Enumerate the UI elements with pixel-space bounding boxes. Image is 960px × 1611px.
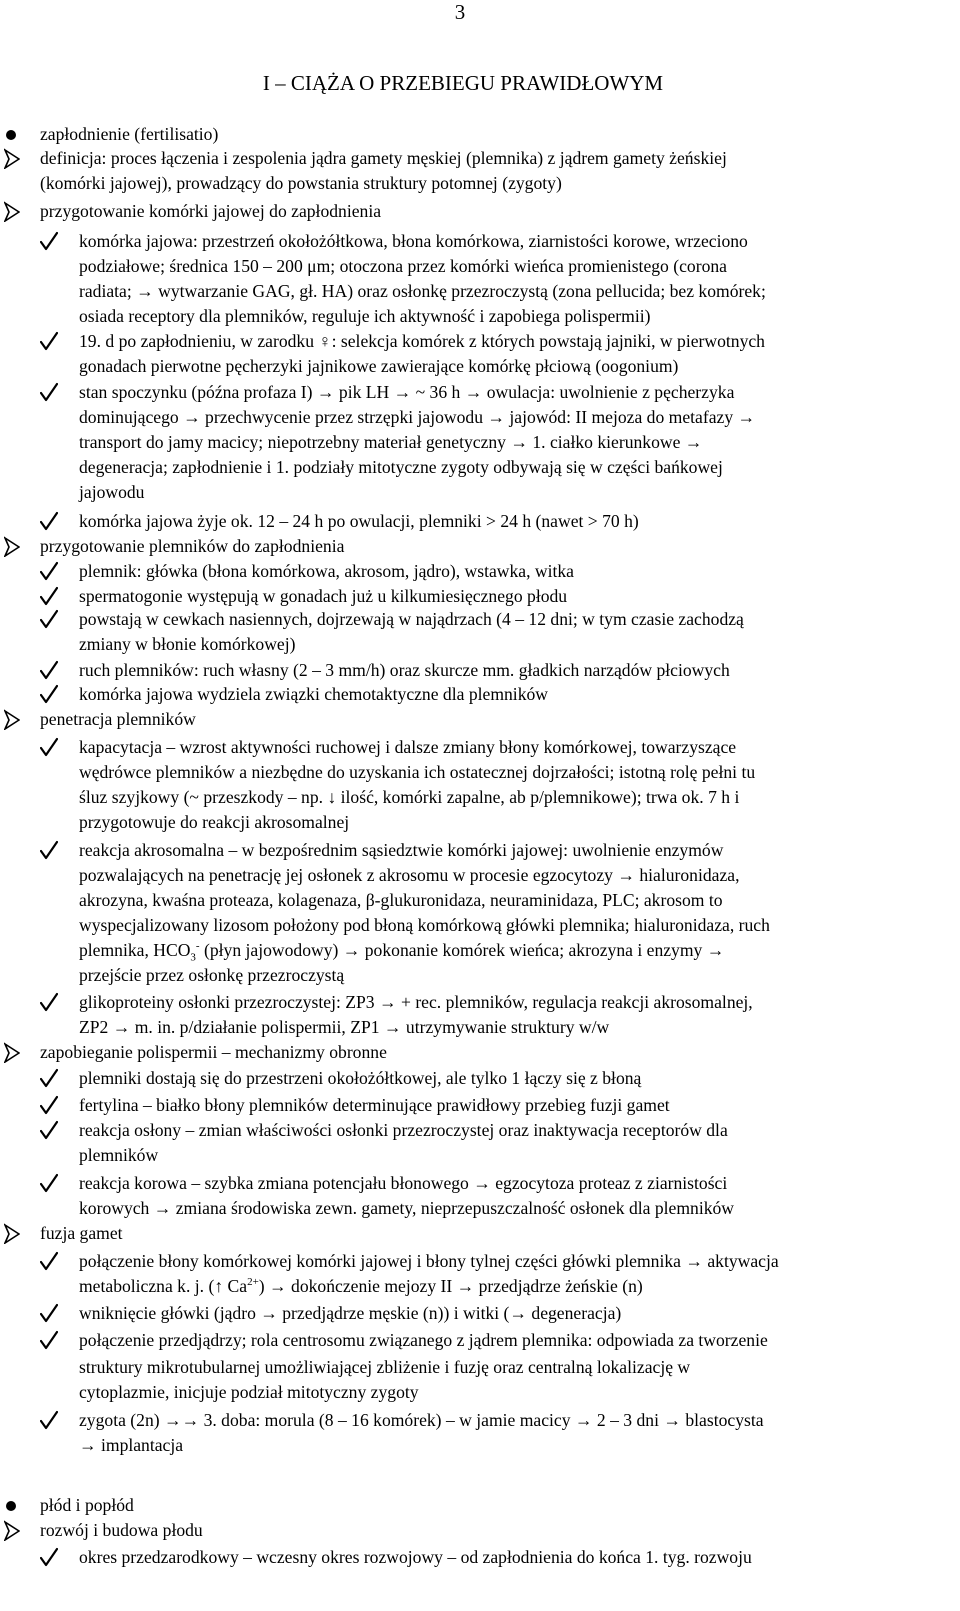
checkmark-icon <box>40 1094 58 1116</box>
text-line: przygotowanie komórki jajowej do zapłodnienia <box>40 201 382 221</box>
checkmark-icon <box>40 510 58 532</box>
text-line: rozwój i budowa płodu <box>40 1520 203 1540</box>
text-line <box>79 1275 643 1297</box>
text-line: komórka jajowa: przestrzeń okołożółtkowa, błona komórkowa, ziarnistości korowe, wrzeciono <box>79 231 748 251</box>
checkmark-icon <box>40 381 58 403</box>
text-line: jajowodu <box>79 482 145 502</box>
checkmark-icon <box>40 839 58 861</box>
arrowhead-icon <box>4 147 20 169</box>
text-line: plemniki dostają się do przestrzeni okołożółtkowej, ale tylko 1 łączy się z błoną <box>79 1068 642 1088</box>
text-line: okres przedzarodkowy – wczesny okres rozwojowy – od zapłodnienia do końca 1. tyg. rozwoju <box>79 1547 752 1567</box>
text-line: zmiany w błonie komórkowej) <box>79 634 296 654</box>
checkmark-icon <box>40 585 58 607</box>
text-line: przygotowanie plemników do zapłodnienia <box>40 536 345 556</box>
arrowhead-icon <box>4 708 20 730</box>
checkmark-icon <box>40 1172 58 1194</box>
checkmark-icon <box>40 659 58 681</box>
arrowhead-icon <box>4 1222 20 1244</box>
text-line: glikoproteiny osłonki przezroczystej: ZP3 → + rec. plemników, regulacja reakcji akrosomalnej, <box>79 992 753 1012</box>
text-line: cytoplazmie, inicjuje podział mitotyczny zygoty <box>79 1382 419 1402</box>
arrowhead-icon <box>4 200 20 222</box>
checkmark-icon <box>40 1250 58 1272</box>
checkmark-icon <box>40 683 58 705</box>
text-line: degeneracja; zapłodnienie i 1. podziały mitotyczne zygoty odbywają się w części bańkowej <box>79 457 723 477</box>
text-line: połączenie przedjądrzy; rola centrosomu związanego z jądrem plemnika: odpowiada za tworzenie <box>79 1330 768 1350</box>
text-line: plemnik: główka (błona komórkowa, akrosom, jądro), wstawka, witka <box>79 561 574 581</box>
text-line: przygotowuje do reakcji akrosomalnej <box>79 812 350 832</box>
arrowhead-icon <box>4 535 20 557</box>
checkmark-icon <box>40 736 58 758</box>
text-line: gonadach pierwotne pęcherzyki jajnikowe zawierające komórkę płciową (oogonium) <box>79 356 679 376</box>
checkmark-icon <box>40 330 58 352</box>
text-segment: metaboliczna k. j. (↑ Ca <box>79 1276 248 1296</box>
text-line: dominującego → przechwycenie przez strzępki jajowodu → jajowód: II mejoza do metafazy → <box>79 407 756 427</box>
checkmark-icon <box>40 560 58 582</box>
checkmark-icon <box>40 608 58 630</box>
text-line: definicja: proces łączenia i zespolenia jądra gamety męskiej (plemnika) z jądrem gamety żeńskiej <box>40 148 727 168</box>
checkmark-icon <box>40 1546 58 1568</box>
checkmark-icon <box>40 1302 58 1324</box>
text-line: fuzja gamet <box>40 1223 123 1243</box>
text-line: płód i popłód <box>40 1495 134 1515</box>
text-line: ruch plemników: ruch własny (2 – 3 mm/h) oraz skurcze mm. gładkich narządów płciowych <box>79 660 730 680</box>
text-line: struktury mikrotubularnej umożliwiającej zbliżenie i fuzję oraz centralną lokalizację w <box>79 1357 691 1377</box>
text-segment: (płyn jajowodowy) → pokonanie komórek wieńca; akrozyna i enzymy → <box>199 940 725 960</box>
text-segment: - <box>195 940 200 953</box>
text-line: zapobieganie polispermii – mechanizmy obronne <box>40 1042 387 1062</box>
text-segment: 3 <box>190 951 196 964</box>
text-line: pozwalających na penetrację jej osłonek z akrosomu w procesie egzocytozy → hialuronidaza, <box>79 865 740 885</box>
text-line: fertylina – białko błony plemników determinujące prawidłowy przebieg fuzji gamet <box>79 1095 670 1115</box>
text-line: wyspecjalizowany lizosom położony pod błoną komórkową główki plemnika; hialuronidaza, ruch <box>79 915 770 935</box>
text-line: reakcja akrosomalna – w bezpośrednim sąsiedztwie komórki jajowej: uwolnienie enzymów <box>79 840 724 860</box>
text-line: zapłodnienie (fertilisatio) <box>40 124 219 144</box>
text-line: ZP2 → m. in. p/działanie polispermii, ZP1 → utrzymywanie struktury w/w <box>79 1017 610 1037</box>
text-line: akrozyna, kwaśna proteaza, kolagenaza, β-glukuronidaza, neuraminidaza, PLC; akrosom to <box>79 890 723 910</box>
text-line: transport do jamy macicy; niepotrzebny materiał genetyczny → 1. ciałko kierunkowe → <box>79 432 703 452</box>
text-line: śluz szyjkowy (~ przeszkody – np. ↓ ilość, komórki zapalne, ab p/plemnikowe); trwa ok. 7 h i <box>79 787 740 807</box>
text-segment: ) → dokończenie mejozy II → przedjądrze żeńskie (n) <box>258 1276 643 1296</box>
text-line <box>79 939 725 964</box>
text-line: wędrówce plemników a niezbędne do uzyskania ich ostatecznej dojrzałości; istotną rolę pełni tu <box>79 762 756 782</box>
chapter-heading: I – CIĄŻA O PRZEBIEGU PRAWIDŁOWYM <box>262 71 664 95</box>
bullet-icon <box>4 123 18 145</box>
checkmark-icon <box>40 1067 58 1089</box>
bullet-icon <box>4 1494 18 1516</box>
text-line: podziałowe; średnica 150 – 200 μm; otoczona przez komórki wieńca promienistego (corona <box>79 256 727 276</box>
text-line: komórka jajowa wydziela związki chemotaktyczne dla plemników <box>79 684 548 704</box>
checkmark-icon <box>40 1119 58 1141</box>
page-number: 3 <box>454 0 466 24</box>
checkmark-icon <box>40 991 58 1013</box>
text-line: spermatogonie występują w gonadach już u kilkumiesięcznego płodu <box>79 586 568 606</box>
text-line: osiada receptory dla plemników, reguluje ich aktywność i zapobiega polispermii) <box>79 306 651 326</box>
text-segment: plemnika, HCO <box>79 940 191 960</box>
text-line: → implantacja <box>79 1435 184 1455</box>
checkmark-icon <box>40 1409 58 1431</box>
text-line: reakcja korowa – szybka zmiana potencjału błonowego → egzocytoza proteaz z ziarnistości <box>79 1173 728 1193</box>
text-line: przejście przez osłonkę przezroczystą <box>79 965 345 985</box>
text-line: powstają w cewkach nasiennych, dojrzewają w najądrzach (4 – 12 dni; w tym czasie zachodzą <box>79 609 744 629</box>
checkmark-icon <box>40 1329 58 1351</box>
text-line: zygota (2n) →→ 3. doba: morula (8 – 16 komórek) – w jamie macicy → 2 – 3 dni → blastocysta <box>79 1410 764 1430</box>
arrowhead-icon <box>4 1519 20 1541</box>
text-line: wniknięcie główki (jądro → przedjądrze męskie (n)) i witki (→ degeneracja) <box>79 1303 622 1323</box>
text-line: korowych → zmiana środowiska zewn. gamety, nieprzepuszczalność osłonek dla plemników <box>79 1198 735 1218</box>
text-line: kapacytacja – wzrost aktywności ruchowej i dalsze zmiany błony komórkowej, towarzyszące <box>79 737 737 757</box>
arrowhead-icon <box>4 1041 20 1063</box>
text-line: penetracja plemników <box>40 709 196 729</box>
checkmark-icon <box>40 230 58 252</box>
text-line: (komórki jajowej), prowadzący do powstania struktury potomnej (zygoty) <box>40 173 562 193</box>
text-line: reakcja osłony – zmian właściwości osłonki przezroczystej oraz inaktywacja receptorów dla <box>79 1120 728 1140</box>
text-line: połączenie błony komórkowej komórki jajowej i błony tylnej części główki plemnika → aktywacja <box>79 1251 779 1271</box>
text-line: radiata; → wytwarzanie GAG, gł. HA) oraz osłonkę przezroczystą (zona pellucida; bez komórek; <box>79 281 766 301</box>
text-segment: 2+ <box>247 1276 259 1289</box>
text-line: plemników <box>79 1145 159 1165</box>
text-line: komórka jajowa żyje ok. 12 – 24 h po owulacji, plemniki > 24 h (nawet > 70 h) <box>79 511 639 531</box>
text-line: 19. d po zapłodnieniu, w zarodku ♀: selekcja komórek z których powstają jajniki, w pierwotnych <box>79 331 765 351</box>
text-line: stan spoczynku (późna profaza I) → pik LH → ~ 36 h → owulacja: uwolnienie z pęcherzyka <box>79 382 735 402</box>
